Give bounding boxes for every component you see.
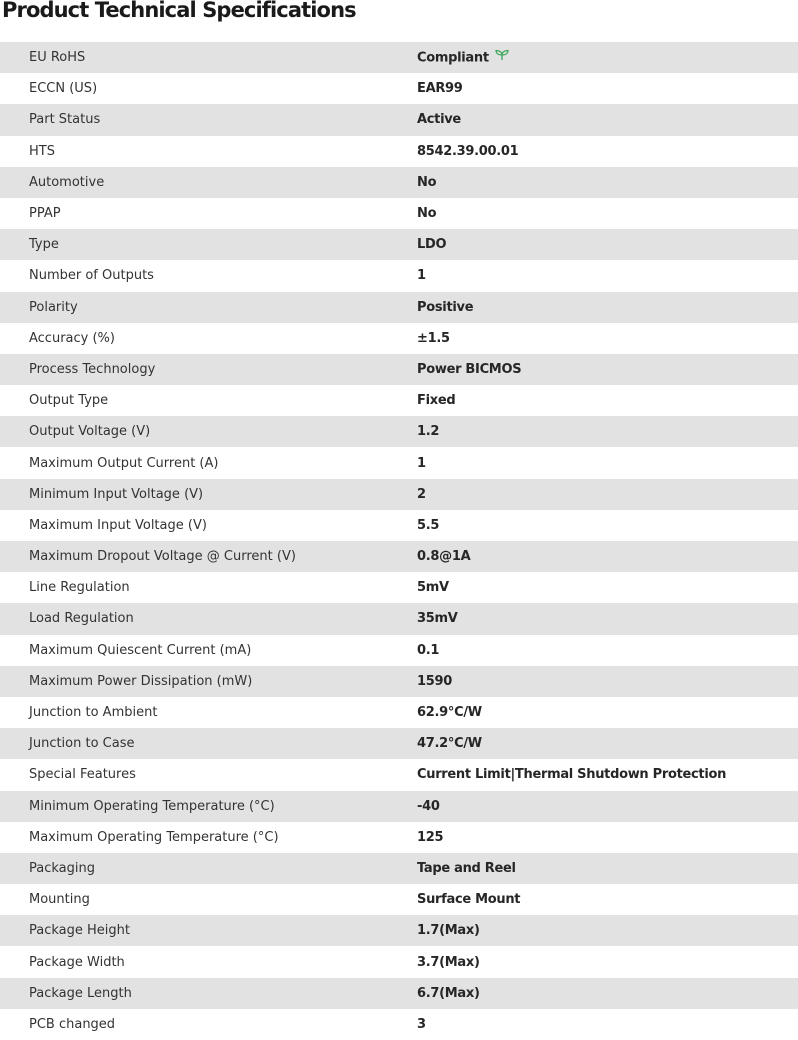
spec-value: 0.8@1A xyxy=(417,549,471,565)
spec-table xyxy=(0,42,798,1040)
spec-value-cell xyxy=(417,728,798,759)
table-row xyxy=(0,229,798,260)
spec-value-cell xyxy=(417,791,798,822)
table-row xyxy=(0,572,798,603)
spec-value: 1.7(Max) xyxy=(417,923,480,939)
spec-value-cell xyxy=(417,603,798,634)
spec-value: 5.5 xyxy=(417,517,440,533)
spec-value: 1.2 xyxy=(417,424,440,440)
spec-label: Package Length xyxy=(0,978,417,1009)
spec-label: Maximum Power Dissipation (mW) xyxy=(0,666,417,697)
spec-value-cell xyxy=(417,42,798,73)
spec-value-cell xyxy=(417,1009,798,1040)
spec-value-cell xyxy=(417,104,798,135)
spec-value: 47.2°C/W xyxy=(417,736,482,752)
table-row xyxy=(0,853,798,884)
spec-value-cell xyxy=(417,666,798,697)
spec-value: 125 xyxy=(417,829,444,845)
spec-label: Polarity xyxy=(0,292,417,323)
spec-label: Junction to Case xyxy=(0,728,417,759)
spec-label: Special Features xyxy=(0,759,417,790)
spec-label: Accuracy (%) xyxy=(0,323,417,354)
table-row xyxy=(0,167,798,198)
spec-value: -40 xyxy=(417,798,440,814)
spec-value-cell xyxy=(417,416,798,447)
spec-value-cell xyxy=(417,822,798,853)
spec-value: 35mV xyxy=(417,611,458,627)
spec-value-cell xyxy=(417,541,798,572)
spec-value-cell xyxy=(417,292,798,323)
spec-label: Type xyxy=(0,229,417,260)
spec-value-cell xyxy=(417,447,798,478)
spec-label: PCB changed xyxy=(0,1009,417,1040)
table-row xyxy=(0,666,798,697)
spec-value-cell xyxy=(417,635,798,666)
spec-label: Maximum Dropout Voltage @ Current (V) xyxy=(0,541,417,572)
table-row xyxy=(0,759,798,790)
spec-value-cell xyxy=(417,884,798,915)
spec-value-cell xyxy=(417,572,798,603)
page-title: Product Technical Specifications xyxy=(2,0,356,22)
table-row xyxy=(0,323,798,354)
spec-value-cell xyxy=(417,260,798,291)
spec-label: Output Type xyxy=(0,385,417,416)
table-row xyxy=(0,292,798,323)
spec-value: Power BICMOS xyxy=(417,361,522,377)
spec-value: ±1.5 xyxy=(417,330,450,346)
spec-label: HTS xyxy=(0,136,417,167)
table-row xyxy=(0,198,798,229)
spec-label: Minimum Operating Temperature (°C) xyxy=(0,791,417,822)
table-row xyxy=(0,510,798,541)
spec-value-cell xyxy=(417,136,798,167)
table-row xyxy=(0,73,798,104)
spec-value-cell xyxy=(417,323,798,354)
spec-value: Surface Mount xyxy=(417,892,521,908)
spec-value-cell xyxy=(417,978,798,1009)
spec-label: Line Regulation xyxy=(0,572,417,603)
spec-value: 1 xyxy=(417,455,426,471)
table-row xyxy=(0,479,798,510)
spec-value-cell xyxy=(417,697,798,728)
spec-label: Load Regulation xyxy=(0,603,417,634)
spec-value-cell xyxy=(417,479,798,510)
spec-value: 3 xyxy=(417,1016,426,1032)
spec-label: Packaging xyxy=(0,853,417,884)
spec-value: 8542.39.00.01 xyxy=(417,143,519,159)
spec-value: Fixed xyxy=(417,393,456,409)
leaf-icon xyxy=(495,49,509,65)
spec-label: EU RoHS xyxy=(0,42,417,73)
spec-value: Tape and Reel xyxy=(417,860,516,876)
spec-value-cell xyxy=(417,229,798,260)
spec-value: LDO xyxy=(417,237,447,253)
table-row xyxy=(0,42,798,73)
spec-value: 62.9°C/W xyxy=(417,705,482,721)
spec-value: Positive xyxy=(417,299,474,315)
table-row xyxy=(0,385,798,416)
spec-value-cell xyxy=(417,385,798,416)
spec-label: Package Height xyxy=(0,915,417,946)
spec-label: PPAP xyxy=(0,198,417,229)
table-row xyxy=(0,791,798,822)
spec-value: 1 xyxy=(417,268,426,284)
table-row xyxy=(0,978,798,1009)
spec-label: Package Width xyxy=(0,946,417,977)
spec-label: ECCN (US) xyxy=(0,73,417,104)
spec-label: Mounting xyxy=(0,884,417,915)
spec-value: Compliant xyxy=(417,50,489,66)
spec-table-body xyxy=(0,42,798,1040)
spec-value: 1590 xyxy=(417,673,452,689)
spec-value-cell xyxy=(417,198,798,229)
spec-label: Part Status xyxy=(0,104,417,135)
spec-value-cell xyxy=(417,510,798,541)
spec-label: Maximum Quiescent Current (mA) xyxy=(0,635,417,666)
table-row xyxy=(0,447,798,478)
table-row xyxy=(0,136,798,167)
spec-label: Number of Outputs xyxy=(0,260,417,291)
spec-value-cell xyxy=(417,759,798,790)
table-row xyxy=(0,697,798,728)
table-row xyxy=(0,635,798,666)
table-row xyxy=(0,354,798,385)
spec-value: 2 xyxy=(417,486,426,502)
spec-value: No xyxy=(417,206,437,222)
spec-value: 5mV xyxy=(417,580,449,596)
spec-label: Junction to Ambient xyxy=(0,697,417,728)
spec-value: Current Limit|Thermal Shutdown Protection xyxy=(417,767,727,783)
table-row xyxy=(0,884,798,915)
table-row xyxy=(0,541,798,572)
spec-value: 3.7(Max) xyxy=(417,954,480,970)
spec-label: Minimum Input Voltage (V) xyxy=(0,479,417,510)
spec-value: 6.7(Max) xyxy=(417,985,480,1001)
spec-value-cell xyxy=(417,167,798,198)
table-row xyxy=(0,728,798,759)
spec-label: Output Voltage (V) xyxy=(0,416,417,447)
spec-label: Maximum Operating Temperature (°C) xyxy=(0,822,417,853)
table-row xyxy=(0,1009,798,1040)
spec-label: Process Technology xyxy=(0,354,417,385)
spec-value-cell xyxy=(417,73,798,104)
spec-value: 0.1 xyxy=(417,642,440,658)
spec-value-cell xyxy=(417,354,798,385)
table-row xyxy=(0,603,798,634)
spec-value: EAR99 xyxy=(417,81,463,97)
spec-value-cell xyxy=(417,946,798,977)
spec-value: No xyxy=(417,174,437,190)
table-row xyxy=(0,416,798,447)
spec-value-cell xyxy=(417,915,798,946)
spec-label: Maximum Input Voltage (V) xyxy=(0,510,417,541)
table-row xyxy=(0,915,798,946)
spec-value-cell xyxy=(417,853,798,884)
table-row xyxy=(0,946,798,977)
spec-label: Maximum Output Current (A) xyxy=(0,447,417,478)
table-row xyxy=(0,104,798,135)
spec-value: Active xyxy=(417,112,461,128)
table-row xyxy=(0,822,798,853)
table-row xyxy=(0,260,798,291)
spec-label: Automotive xyxy=(0,167,417,198)
